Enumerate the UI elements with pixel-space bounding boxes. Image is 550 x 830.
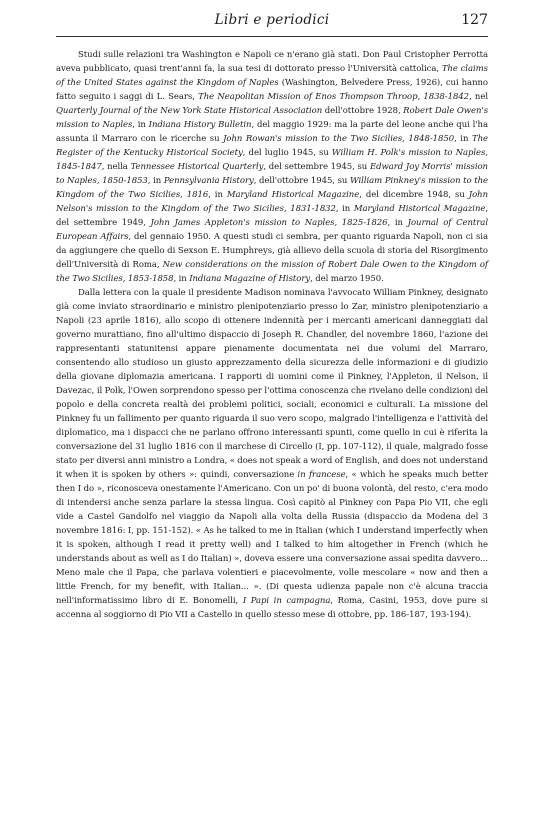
- body-text: [56, 48, 488, 622]
- italic-title-segment: Quarterly Journal of the New York State Historical Association: [56, 106, 323, 116]
- text-segment: , nel: [469, 92, 488, 102]
- italic-title-segment: John Nelson's mission to the Kingdom of the Two Sicilies, 1831-1832: [56, 190, 488, 214]
- italic-title-segment: Maryland Historical Magazine: [226, 190, 360, 200]
- italic-title-segment: Edward Joy Morris' mission to Naples, 1850-1853: [56, 162, 488, 186]
- italic-title-segment: Journal of Central European Affairs: [56, 218, 488, 242]
- text-segment: , in: [147, 176, 164, 186]
- text-segment: , Roma, Casini, 1953, dove pure si accenna al soggiorno di Pio VII a Castello in quello stesso mese di ottobre, pp. 186-187, 193-194).: [56, 596, 488, 620]
- italic-title-segment: The claims of the United States against the Kingdom of Naples: [56, 64, 488, 88]
- text-segment: , in: [173, 274, 190, 284]
- running-title: Libri e periodici: [214, 12, 330, 28]
- text-segment: Dalla lettera con la quale il presidente Madison nominava l'avvocato William Pinkney, designato già come inviato straordinario e ministro plenipotenziario presso lo Zar, ministro plenipotenziario a Napoli (23 aprile 1816), allo scopo di ottenere indennità per i mercanti americani danneggiati dal governo murattiano, fino all'ultimo dispaccio di Joseph R. Chandler, del novembre 1860, l'azione dei rappresentanti statunitensi appare pienamente documentata nei due volumi del Marraro, consentendo allo studioso un giusto apprezzamento della sicurezza delle informazioni e di giudizio della giovane diplomazia americana. I rapporti di uomini come il Pinkney, l'Appleton, il Nelson, il Davezac, il Polk, l'Owen sorprendono spesso per l'ottima conoscenza che rivelano delle condizioni del popolo e della concreta realtà dei problemi politici, sociali, economici e culturali. La missione del Pinkney fu un fallimento per quanto riguarda il suo vero scopo, malgrado l'intelligenza e l'attività del diplomatico, ma i dispacci che ne parlano offrono interessanti spunti, come quello in cui è riferita la conversazione del 31 luglio 1816 con il marchese di Circello (I, pp. 107-112), il quale, malgrado fosse stato per diversi anni ministro a Londra, « does not speak a word of English, and does not understand it when it is spoken by others »: quindi, conversazione: [56, 288, 488, 480]
- italic-title-segment: Indiana History Bulletin: [148, 120, 252, 130]
- italic-title-segment: I Papi in campagna: [242, 596, 331, 606]
- italic-title-segment: New considerations on the mission of Robert Dale Owen to the Kingdom of the Two Sicilies, 1853-1858: [56, 260, 488, 284]
- page-number: 127: [461, 12, 488, 28]
- italic-title-segment: John James Appleton's mission to Naples, 1825-1826: [150, 218, 388, 228]
- text-segment: Studi sulle relazioni tra Washington e Napoli ce n'erano già stati. Don Paul Cristopher Perrotta aveva pubblicato, quasi trent'anni fa, la sua tesi di dottorato presso l'Università cattolica,: [56, 50, 488, 74]
- text-segment: (Washington, Belvedere Press, 1926), cui hanno fatto seguito i saggi di L. Sears,: [56, 78, 488, 102]
- italic-title-segment: William H. Polk's mission to Naples, 1845-1847: [56, 148, 488, 172]
- italic-title-segment: Robert Dale Owen's mission to Naples: [56, 106, 489, 130]
- text-segment: , in: [454, 134, 472, 144]
- text-segment: , in: [387, 218, 408, 228]
- paragraph-1: [56, 48, 488, 286]
- text-segment: , in: [132, 120, 149, 130]
- italic-title-segment: Indiana Magazine of History: [189, 274, 311, 284]
- italic-title-segment: John Rowan's mission to the Two Sicilies, 1848-1850: [223, 134, 455, 144]
- text-segment: , del luglio 1945, su: [242, 148, 332, 158]
- italic-title-segment: in francese: [297, 470, 346, 480]
- text-segment: dell'ottobre 1928,: [322, 106, 404, 116]
- text-segment: , del settembre 1945, su: [263, 162, 370, 172]
- italic-title-segment: Pennsylvania History: [163, 176, 254, 186]
- text-segment: , del gennaio 1950. A questi studi ci sembra, per quanto riguarda Napoli, non ci sia da aggiungere che quello di Sexson E. Humphreys, già allievo della scuola di storia del Risorgimento dell'Università di Roma,: [56, 232, 488, 270]
- text-segment: , del marzo 1950.: [310, 274, 384, 284]
- italic-title-segment: The Neapolitan Mission of Enos Thompson Throop, 1838-1842: [198, 92, 470, 102]
- italic-title-segment: The Register of the Kentucky Historical Society: [56, 134, 488, 158]
- text-segment: , del dicembre 1948, su: [359, 190, 469, 200]
- text-segment: , « which he speaks much better then I do », riconosceva onestamente l'Americano. Con un po' di buona volontà, del resto, c'era modo di intendersi anche senza parlare la stessa lingua. Così capitò al Pinkney con Papa Pio VII, che egli vide a Castel Gandolfo nel viaggio da Napoli alla volta della Russia (dispaccio da Modena del 3 novembre 1816: I, pp. 151-152). « As he talked to me in Italian (which I understand imperfectly when it is spoken, although I read it pretty well) and I talked to him altogether in French (which he understands about as well as I do Italian) », doveva essere una conversazione assai spedita davvero... Meno male che il Papa, che parlava volentieri e piacevolmente, volle mescolare « now and then a little French, for my benefit, with Italian... ». (Di questa udienza papale non c'è alcuna traccia nell'informatissimo libro di E. Bonomelli,: [56, 470, 488, 606]
- italic-title-segment: Maryland Historical Magazine: [353, 204, 486, 214]
- text-segment: , in: [208, 190, 227, 200]
- paragraph-2: [56, 286, 488, 622]
- text-segment: , in: [335, 204, 354, 214]
- text-segment: , nella: [101, 162, 131, 172]
- italic-title-segment: William Pinkney's mission to the Kingdom of the Two Sicilies, 1816: [56, 176, 488, 200]
- text-segment: , del maggio 1929: ma la parte del leone anche qui l'ha assunta il Marraro con le ricerche su: [56, 120, 488, 144]
- italic-title-segment: Tennessee Historical Quarterly: [130, 162, 264, 172]
- running-header: [56, 8, 488, 37]
- text-segment: , dell'ottobre 1945, su: [253, 176, 350, 186]
- text-segment: , del settembre 1949,: [56, 204, 488, 228]
